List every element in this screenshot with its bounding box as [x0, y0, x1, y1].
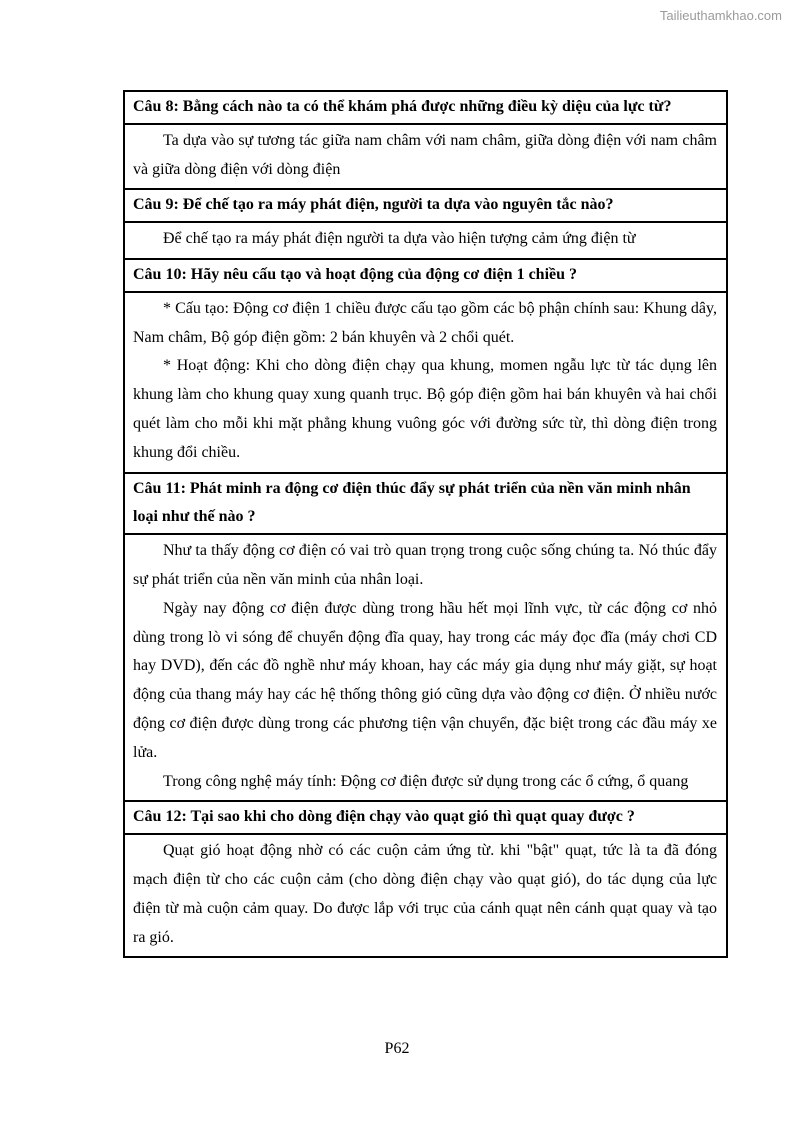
question-row: Câu 11: Phát minh ra động cơ điện thúc đẩy sự phát triển của nền văn minh nhân loại như thế nào ? — [125, 472, 726, 536]
question-row: Câu 12: Tại sao khi cho dòng điện chạy vào quạt gió thì quạt quay được ? — [125, 800, 726, 835]
answer-row — [125, 835, 726, 956]
answer-row — [125, 535, 726, 800]
question-row: Câu 10: Hãy nêu cấu tạo và hoạt động của động cơ điện 1 chiều ? — [125, 258, 726, 293]
qa-table — [123, 90, 728, 958]
answer-paragraph: Quạt gió hoạt động nhờ có các cuộn cảm ứng từ. khi "bật" quạt, tức là ta đã đóng mạch điện từ cho các cuộn cảm (cho dòng điện chạy vào quạt gió), do tác dụng của lực điện từ mà cuộn cảm quay. Do được lắp với trục của cánh quạt nên cánh quạt quay và tạo ra gió. — [133, 842, 717, 946]
answer-paragraph: Để chế tạo ra máy phát điện người ta dựa vào hiện tượng cảm ứng điện từ — [163, 230, 636, 248]
answer-paragraph: Ngày nay động cơ điện được dùng trong hầu hết mọi lĩnh vực, từ các động cơ nhỏ dùng trong lò vi sóng để chuyển động đĩa quay, hay trong các máy đọc đĩa (máy chơi CD hay DVD), đến các đồ nghề như máy khoan, hay các máy gia dụng như máy giặt, sự hoạt động của thang máy hay các hệ thống thông gió cũng dựa vào động cơ điện. Ở nhiều nước động cơ điện được dùng trong các phương tiện vận chuyển, đặc biệt trong các đầu máy xe lửa. — [133, 599, 717, 761]
page-number: P62 — [384, 1040, 410, 1057]
answer-row — [125, 125, 726, 189]
answer-paragraph: * Hoạt động: Khi cho dòng điện chạy qua khung, momen ngẫu lực từ tác dụng lên khung làm cho khung quay xung quanh trục. Bộ góp điện gồm hai bán khuyên và hai chổi quét làm cho mỗi khi mặt phẳng khung vuông góc với đường sức từ, thì dòng điện trong khung đổi chiều. — [133, 357, 717, 461]
question-row: Câu 8: Bằng cách nào ta có thể khám phá được những điều kỳ diệu của lực từ? — [125, 92, 726, 125]
answer-paragraph: Như ta thấy động cơ điện có vai trò quan trọng trong cuộc sống chúng ta. Nó thúc đẩy sự phát triển của nền văn minh của nhân loại. — [133, 542, 717, 588]
answer-paragraph: Trong công nghệ máy tính: Động cơ điện được sử dụng trong các ổ cứng, ổ quang — [163, 772, 689, 790]
watermark: Tailieuthamkhao.com — [659, 8, 782, 23]
question-row: Câu 9: Để chế tạo ra máy phát điện, người ta dựa vào nguyên tắc nào? — [125, 188, 726, 223]
answer-paragraph: * Cấu tạo: Động cơ điện 1 chiều được cấu tạo gồm các bộ phận chính sau: Khung dây, Nam châm, Bộ góp điện gồm: 2 bán khuyên và 2 chổi quét. — [133, 299, 717, 346]
answer-paragraph: Ta dựa vào sự tương tác giữa nam châm với nam châm, giữa dòng điện với nam châm và giữa dòng điện với dòng điện — [133, 131, 717, 178]
answer-row — [125, 223, 726, 258]
answer-row — [125, 293, 726, 472]
